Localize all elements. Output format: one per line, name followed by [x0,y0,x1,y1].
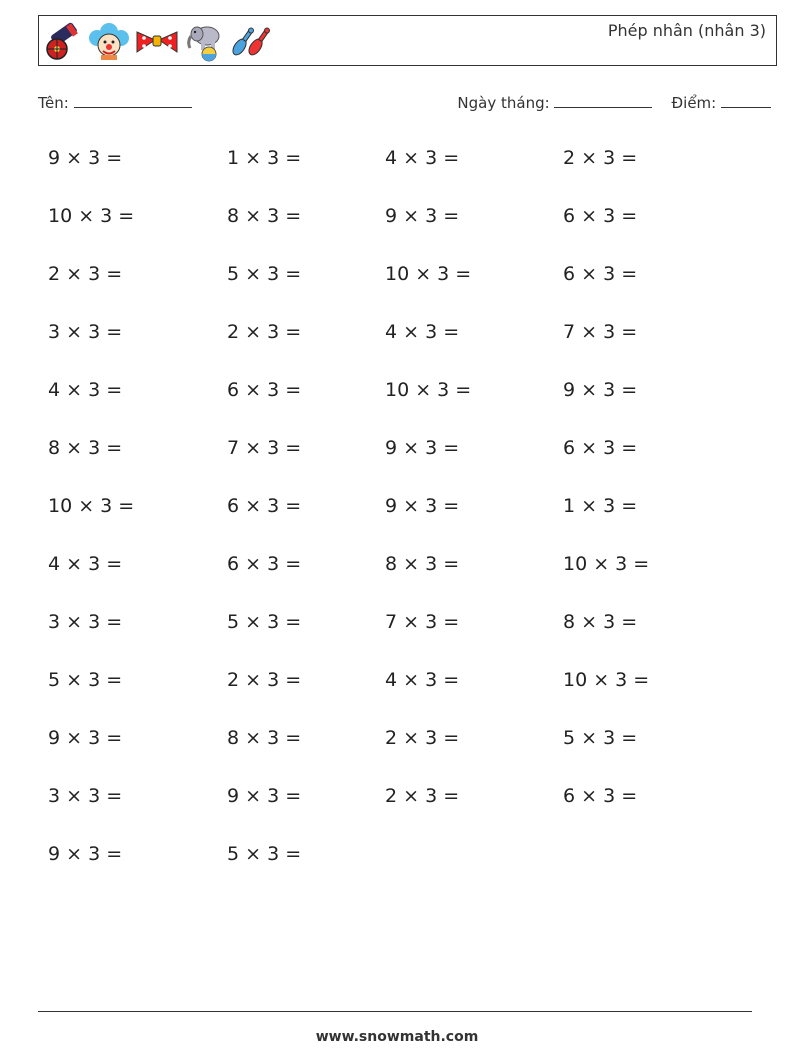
problem-item: 5 × 3 = [227,611,302,633]
problem-item: 8 × 3 = [48,437,123,459]
problem-item: 7 × 3 = [227,437,302,459]
problem-item: 9 × 3 = [385,495,460,517]
problem-item: 2 × 3 = [385,785,460,807]
problem-item: 9 × 3 = [563,379,638,401]
header-box [38,15,777,66]
problem-item: 6 × 3 = [563,205,638,227]
juggling-pins-icon [231,22,271,62]
problem-item: 2 × 3 = [385,727,460,749]
problem-item: 7 × 3 = [385,611,460,633]
problem-item: 9 × 3 = [227,785,302,807]
cannon-icon [43,22,83,62]
date-blank[interactable] [554,93,652,108]
footer-divider [38,1011,752,1012]
problem-item: 8 × 3 = [227,727,302,749]
problem-item: 2 × 3 = [227,321,302,343]
name-field [38,93,192,112]
problem-item: 6 × 3 = [563,263,638,285]
problem-item: 9 × 3 = [48,843,123,865]
problem-item: 3 × 3 = [48,611,123,633]
problem-item: 4 × 3 = [385,321,460,343]
problem-item: 10 × 3 = [48,495,135,517]
clown-icon [89,22,129,62]
score-blank[interactable] [721,93,771,108]
problem-item: 2 × 3 = [563,147,638,169]
problem-item: 6 × 3 = [563,785,638,807]
problem-item: 9 × 3 = [385,205,460,227]
bowtie-icon [135,22,179,62]
problem-item: 10 × 3 = [563,669,650,691]
problem-item: 5 × 3 = [227,843,302,865]
problem-item: 5 × 3 = [563,727,638,749]
problem-item: 6 × 3 = [227,553,302,575]
score-label: Điểm: [671,94,717,112]
problem-item: 1 × 3 = [227,147,302,169]
problem-item: 10 × 3 = [48,205,135,227]
name-label: Tên: [38,94,69,112]
problem-item: 7 × 3 = [563,321,638,343]
date-label: Ngày tháng: [457,94,550,112]
problem-item: 5 × 3 = [227,263,302,285]
problem-item: 3 × 3 = [48,321,123,343]
problem-item: 4 × 3 = [385,669,460,691]
problem-item: 8 × 3 = [227,205,302,227]
problem-item: 2 × 3 = [48,263,123,285]
problem-item: 10 × 3 = [385,379,472,401]
elephant-icon [185,22,225,62]
problem-item: 9 × 3 = [48,147,123,169]
problem-item: 4 × 3 = [385,147,460,169]
footer-url: www.snowmath.com [315,1029,479,1045]
problem-item: 10 × 3 = [563,553,650,575]
problem-item: 6 × 3 = [227,495,302,517]
problem-item: 4 × 3 = [48,379,123,401]
problem-item: 5 × 3 = [48,669,123,691]
problem-item: 2 × 3 = [227,669,302,691]
problem-item: 9 × 3 = [385,437,460,459]
problem-item: 1 × 3 = [563,495,638,517]
problem-item: 9 × 3 = [48,727,123,749]
problem-item: 8 × 3 = [385,553,460,575]
header-icons [43,20,271,64]
problem-item: 6 × 3 = [227,379,302,401]
problem-item: 6 × 3 = [563,437,638,459]
worksheet-title: Phép nhân (nhân 3) [607,21,766,40]
problem-item: 3 × 3 = [48,785,123,807]
problem-item: 10 × 3 = [385,263,472,285]
problem-item: 4 × 3 = [48,553,123,575]
date-score-field [457,93,771,112]
problem-item: 8 × 3 = [563,611,638,633]
name-blank[interactable] [74,93,192,108]
